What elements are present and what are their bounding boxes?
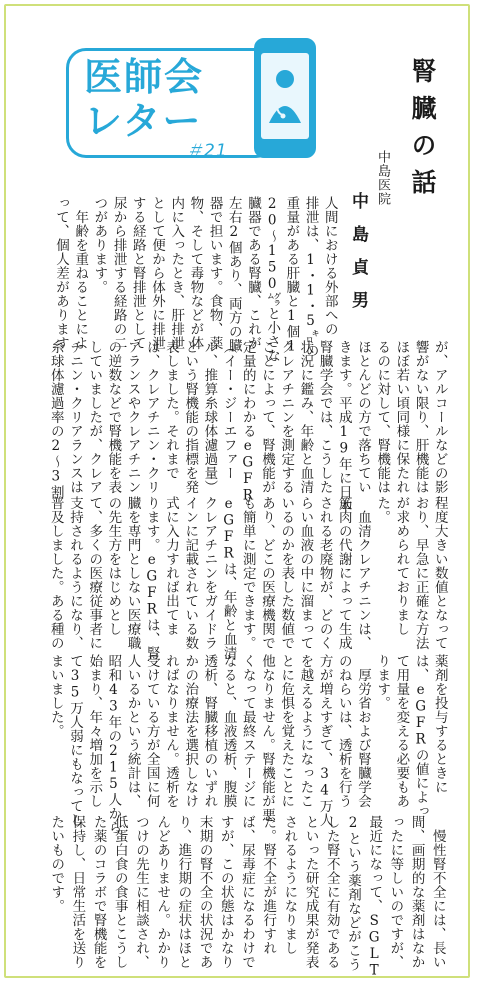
- text-column: たいものです。: [48, 815, 65, 913]
- text-column: ル、推算糸球体濾過量）: [201, 340, 218, 494]
- text-column: 器で担います。食物、薬: [206, 196, 223, 350]
- text-band-4: [40, 654, 450, 835]
- text-column: が、アルコールなどの影: [431, 340, 448, 494]
- text-column: クレアチニンをガイドラ: [201, 496, 218, 650]
- text-column: 昭和43年の215人から: [105, 654, 122, 835]
- text-column: として便から体外に排泄: [149, 196, 165, 350]
- text-column: つけの先生に相談され、: [133, 815, 149, 969]
- text-column: 人いるかという統計は、: [124, 654, 141, 808]
- text-column: の先生方をはじめとし: [105, 496, 122, 636]
- text-column: （イー・ジーエファー: [220, 340, 237, 480]
- text-column: なると、血液透析、腹膜: [220, 654, 237, 808]
- text-column: 薬剤を投与するときに: [431, 654, 448, 794]
- doctor-letter-logo: [58, 38, 328, 173]
- text-column: 排泄は、1・1・5㌔の: [302, 196, 319, 358]
- text-column: おり、早急に正確な方法: [412, 496, 429, 650]
- text-column: インに記載されている数: [182, 496, 199, 650]
- text-column: 臓器である腎臓、これが: [245, 196, 261, 350]
- text-column: 表しました。それまで: [163, 340, 179, 480]
- text-band-5: [40, 815, 450, 979]
- text-column: んどありません。かかり: [154, 815, 171, 969]
- text-column: 式に入力すれば出てま: [163, 496, 179, 636]
- text-column: 間、画期的な薬剤はなか: [408, 815, 425, 969]
- issue-number: ＃21: [186, 141, 228, 161]
- author-name: 中島貞男: [348, 192, 368, 324]
- text-column: 普及しました。ある種の: [47, 496, 64, 650]
- text-column: 人間における外部への: [321, 196, 338, 336]
- text-column: り、進行期の症状はほと: [175, 815, 192, 969]
- text-column: を越えるようになったこ: [297, 654, 314, 808]
- text-column: 状況に鑑み、年齢と血清: [297, 340, 314, 494]
- text-column: って、個人差があります: [53, 196, 69, 350]
- text-column: るのに対して、腎機能は: [374, 340, 391, 494]
- article-title: 腎臓の話: [408, 58, 437, 206]
- text-column: ほとんどの方で落ちてい: [355, 340, 371, 494]
- doctor-on-phone-icon: [254, 38, 316, 158]
- text-column: チニン・クリアランスは: [67, 340, 83, 494]
- text-column: 他なりません。腎機能が悪: [259, 654, 275, 822]
- text-column: て、多くの医療従事者に: [86, 496, 103, 650]
- text-column: が求められておりまし: [393, 496, 410, 636]
- text-column: 低蛋白食の食事とこうし: [111, 815, 128, 969]
- text-column: あり、どこの医療機関で: [259, 496, 275, 650]
- text-column: かの治療法を選択しなけ: [182, 654, 199, 808]
- text-column: といった研究成果が発表: [302, 815, 319, 969]
- text-column: 糸球体濾過率の2〜3割: [47, 340, 64, 499]
- text-column: ります。eGFRは、腎: [143, 496, 160, 660]
- text-column: た薬のコラボで腎機能を: [90, 815, 107, 969]
- text-column: クレアチニンを測定する: [278, 340, 295, 494]
- text-column: まいました。: [47, 654, 64, 738]
- text-column: 血清クレアチニンは、: [355, 496, 371, 650]
- text-column: という腎機能の指標を発: [182, 340, 199, 494]
- text-column: 物、そして毒物などが体: [187, 196, 204, 350]
- text-column: していましたが、クレア: [86, 340, 103, 494]
- text-column: の逆数などで腎機能を表: [105, 340, 122, 494]
- text-column: 支持されるようになり、: [67, 496, 83, 650]
- text-column: 最近になって、SGLT: [366, 815, 383, 979]
- text-column: は、eGFRの値によっ: [412, 654, 429, 818]
- text-column: 保持し、日常生活を送り: [69, 815, 86, 969]
- text-column: 年齢を重ねることによ: [72, 196, 89, 350]
- text-column: ば、尿毒症になるわけで: [239, 815, 255, 969]
- text-column: する経路と腎排泄として: [129, 196, 146, 350]
- text-column: した腎不全に有効である: [323, 815, 340, 969]
- text-column: た。: [374, 496, 391, 524]
- text-column: のねらいは、透析を行う: [335, 654, 352, 808]
- text-column: ります。: [374, 654, 391, 710]
- text-column: て用量を変える必要もあ: [393, 654, 410, 808]
- text-column: つがあります。: [91, 196, 108, 294]
- text-column: 慢性腎不全には、長い: [429, 815, 446, 969]
- text-column: アランスやクレアチニン: [124, 340, 141, 494]
- text-column: ほぼ若い頃同様に保たれ: [393, 340, 410, 494]
- text-column: すが、この状態はかなり: [217, 815, 234, 969]
- affiliation: 中島医院: [375, 150, 390, 206]
- text-column: 臓を専門としない医療職: [124, 496, 141, 650]
- text-column: eGFRは、年齢と血清: [220, 496, 237, 660]
- text-column: 尿から排泄する経路の二: [110, 196, 127, 350]
- text-column: は、クレアチニン・クリ: [143, 340, 160, 494]
- logo-line2: レター: [84, 99, 203, 143]
- text-column: 定量的にわかるeGFR: [239, 340, 256, 504]
- text-band-3: [40, 496, 450, 660]
- text-column: 受けている方が全国に何: [143, 654, 160, 808]
- text-column: 重量がある肝臓と1個1: [283, 196, 300, 355]
- text-column: 内に入ったとき、肝排泄: [168, 196, 185, 350]
- text-column: 筋肉の代謝によって生成: [335, 496, 352, 650]
- text-column: ったに等しいのですが、: [387, 815, 404, 969]
- text-column: 腎臓学会では、こうした: [316, 340, 333, 494]
- text-column: 20〜150㌘と小さな: [264, 196, 281, 363]
- text-column: 2という薬剤などがこう: [345, 815, 361, 972]
- text-column: 方が増えすぎて、34万人: [316, 654, 333, 827]
- text-column: ればなりません。透析を: [163, 654, 179, 808]
- text-column: 厚労省および腎臓学会: [355, 654, 371, 808]
- text-column: くなって最終ステージに: [239, 654, 256, 808]
- text-column: らい血液の中に溜まって: [297, 496, 314, 650]
- text-column: も簡単に測定できます。: [239, 496, 256, 650]
- text-column: 末期の腎不全の状況であ: [196, 815, 213, 969]
- text-column: されるようになりまし: [281, 815, 298, 955]
- text-column: て35万人弱にもなってし: [67, 654, 83, 827]
- text-column: きます。平成19年に日本: [335, 340, 352, 513]
- text-band-2: [40, 340, 450, 513]
- text-column: ことによって、腎機能が: [259, 340, 275, 494]
- text-column: 程度大きい数値となって: [431, 496, 448, 650]
- text-column: 左右2個あり、両方の臓: [225, 196, 242, 353]
- text-column: 始まり、年々増加を示し: [86, 654, 103, 808]
- text-column: 透析、腎臓移植のいずれ: [201, 654, 218, 808]
- text-column: 響がない限り、肝機能は: [412, 340, 429, 494]
- text-column: いるのかを表した数値で: [278, 496, 295, 650]
- logo-line1: 医師会: [84, 55, 205, 99]
- text-column: とに危惧を覚えたことに: [278, 654, 295, 808]
- text-column: た。腎不全が進行すれ: [260, 815, 277, 955]
- text-column: される老廃物が、どのく: [316, 496, 333, 650]
